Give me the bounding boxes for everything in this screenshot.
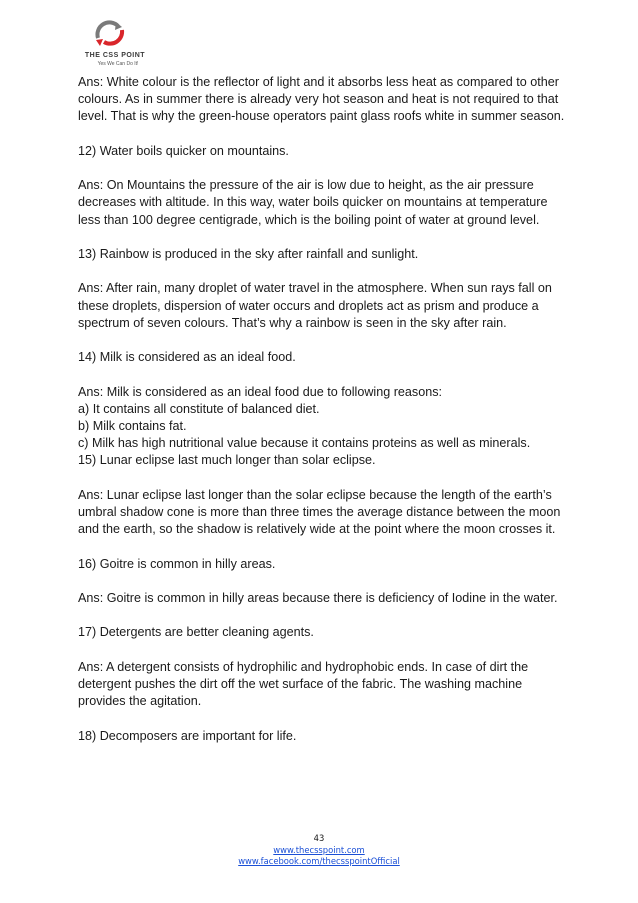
logo [80,18,146,70]
question-heading: 16) Goitre is common in hilly areas. [78,556,276,571]
page-number: 43 [313,833,325,843]
list-item: b) Milk contains fat. [78,418,187,433]
list-item: a) It contains all constitute of balanced diet. [78,401,320,416]
answer-paragraph: Ans: Lunar eclipse last longer than the solar eclipse because the length of the earth’s umbral shadow cone is more than three times the average distance between the moon and the earth, so the shadow is relatively wide at the point where the moon crosses it. [78,487,561,537]
question-heading: 13) Rainbow is produced in the sky after rainfall and sunlight. [78,246,419,261]
logo-name: THE CSS POINT [84,52,146,59]
answer-paragraph: Ans: A detergent consists of hydrophilic and hydrophobic ends. In case of dirt the detergent pushes the dirt off the wet surface of the fabric. The washing machine provides the agitation. [78,659,529,709]
question-heading: 12) Water boils quicker on mountains. [78,143,289,158]
logo-tagline: Yes We Can Do It! [97,61,139,67]
answer-paragraph: Ans: Milk is considered as an ideal food due to following reasons: [78,384,443,399]
question-heading: 17) Detergents are better cleaning agents. [78,625,314,640]
answer-paragraph: Ans: White colour is the reflector of light and it absorbs less heat as compared to other colours. As in summer there is already very hot season and heat is not required to that level. That is why the green-house operators paint glass roofs white in summer season. [78,75,565,124]
page-content [78,74,568,762]
answer-paragraph: Ans: On Mountains the pressure of the air is low due to height, as the air pressure decreases with altitude. In this way, water boils quicker on mountains at temperature less than 100 degree centigrade, which is the boiling point of water at ground level. [78,178,548,227]
question-heading: 14) Milk is considered as an ideal food. [78,350,296,365]
website-link[interactable]: www.thecsspoint.com [273,844,365,855]
question-heading: 18) Decomposers are important for life. [78,728,297,743]
facebook-link[interactable]: www.facebook.com/thecsspointOfficial [238,856,400,866]
list-item: c) Milk has high nutritional value because it contains proteins as well as minerals. [78,436,531,451]
answer-paragraph: Ans: After rain, many droplet of water travel in the atmosphere. When sun rays fall on these droplets, dispersion of water occurs and droplets act as prism and produce a spectrum of seven colours. That’s why a rainbow is seen in the sky after rain. [78,281,552,330]
page-footer [0,833,638,868]
logo-mark-icon [90,18,130,52]
question-heading: 15) Lunar eclipse last much longer than solar eclipse. [78,453,376,468]
answer-paragraph: Ans: Goitre is common in hilly areas because there is deficiency of Iodine in the water. [78,590,558,605]
